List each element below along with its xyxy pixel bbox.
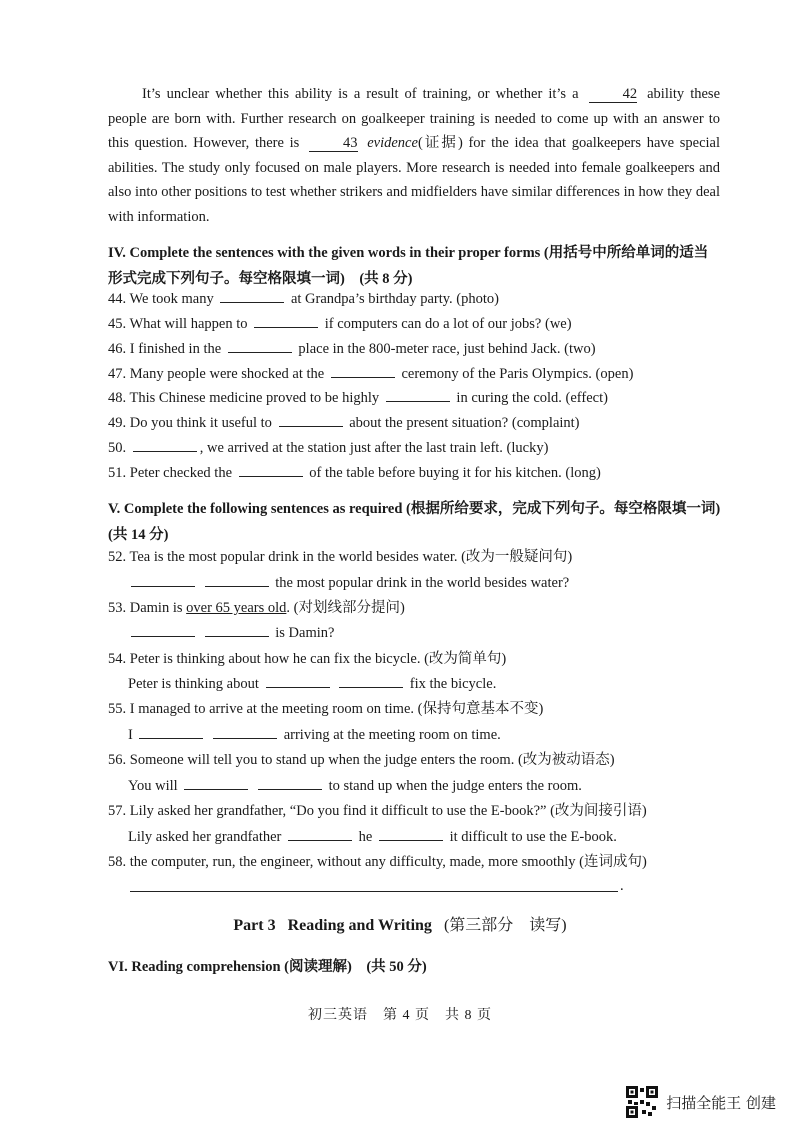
answer-blank[interactable] [239,464,303,477]
answer-blank[interactable] [266,675,330,688]
passage-text-1: It’s unclear whether this ability is a result of training, or whether it’s a [142,86,579,102]
answer-blank[interactable] [386,389,450,402]
sentence-end-period: . [620,878,624,894]
blank-42: 42 [589,87,638,103]
answer-blank[interactable] [131,624,195,637]
passage-text-2: ability these people are born with. Further research on goalkeeper training is needed to come up with an answer to this question. However, there is [108,86,721,151]
answer-blank[interactable] [133,439,197,452]
reading-passage [108,82,720,229]
section-5-heading: V. Complete the following sentences as required (根据所给要求，完成下列句子。每空格限填一词) (共 14 分) [108,501,735,543]
answer-blank[interactable] [254,315,318,328]
question-46: 46. I finished in the place in the 800-meter race, just behind Jack. (two) [108,341,596,357]
question-54: 54. Peter is thinking about how he can fix the bicycle. (改为简单句) [108,651,507,667]
answer-blank[interactable] [139,726,203,739]
scanner-watermark [626,1086,776,1118]
answer-blank[interactable] [220,290,284,303]
question-56-answer: You will to stand up when the judge enters the room. [128,778,582,794]
question-52: 52. Tea is the most popular drink in the world besides water. (改为一般疑问句) [108,549,573,565]
question-56: 56. Someone will tell you to stand up when the judge enters the room. (改为被动语态) [108,752,615,768]
passage-text-3: (证据) for the idea that goalkeepers have special abilities. The study only focused on male players. More research is needed into female goalkeepers and also into other positions to test whether strikers and midfielders have similar differences in how they deal with information. [108,135,721,225]
question-53: 53. Damin is over 65 years old. (对划线部分提问) [108,600,405,616]
question-45: 45. What will happen to if computers can do a lot of our jobs? (we) [108,316,572,332]
answer-blank[interactable] [228,340,292,353]
answer-line-58[interactable] [130,891,618,892]
answer-blank[interactable] [339,675,403,688]
section-4-heading: IV. Complete the sentences with the given words in their proper forms (用括号中所给单词的适当形式完成下列句子。每空格限填一词) (共 8 分) [108,245,709,287]
question-54-answer: Peter is thinking about fix the bicycle. [128,676,497,692]
answer-blank[interactable] [213,726,277,739]
page-footer: 初三英语 第 4 页 共 8 页 [308,1008,492,1023]
blank-43: 43 [309,136,358,152]
part-3-heading: Part 3 Reading and Writing (第三部分 读写) [233,917,567,934]
question-51: 51. Peter checked the of the table before buying it for his kitchen. (long) [108,465,601,481]
question-48: 48. This Chinese medicine proved to be highly in curing the cold. (effect) [108,390,608,406]
question-53-answer: is Damin? [128,623,748,643]
answer-blank[interactable] [131,574,195,587]
answer-blank[interactable] [288,828,352,841]
watermark-text: 扫描全能王 创建 [666,1093,776,1112]
question-58: 58. the computer, run, the engineer, without any difficulty, made, more smoothly (连词成句) [108,854,647,870]
answer-blank[interactable] [379,828,443,841]
answer-blank[interactable] [205,574,269,587]
question-57: 57. Lily asked her grandfather, “Do you find it difficult to use the E-book?” (改为间接引语) [108,803,647,819]
question-44: 44. We took many at Grandpa’s birthday party. (photo) [108,291,499,307]
question-49: 49. Do you think it useful to about the present situation? (complaint) [108,415,580,431]
question-55: 55. I managed to arrive at the meeting room on time. (保持句意基本不变) [108,701,544,717]
question-57-answer: Lily asked her grandfather he it difficult to use the E-book. [128,829,617,845]
answer-blank[interactable] [279,414,343,427]
question-50: 50. , we arrived at the station just after the last train left. (lucky) [108,440,549,456]
section-6-heading: VI. Reading comprehension (阅读理解) (共 50 分) [108,959,427,975]
question-55-answer: I arriving at the meeting room on time. [128,727,501,743]
answer-blank[interactable] [331,365,395,378]
answer-blank[interactable] [205,624,269,637]
evidence-word: evidence [367,135,418,151]
answer-blank[interactable] [258,777,322,790]
underlined-phrase: over 65 years old [186,600,287,616]
question-47: 47. Many people were shocked at the ceremony of the Paris Olympics. (open) [108,366,634,382]
answer-blank[interactable] [184,777,248,790]
question-52-answer: the most popular drink in the world besides water? [128,573,748,593]
qr-code-icon [626,1086,658,1118]
